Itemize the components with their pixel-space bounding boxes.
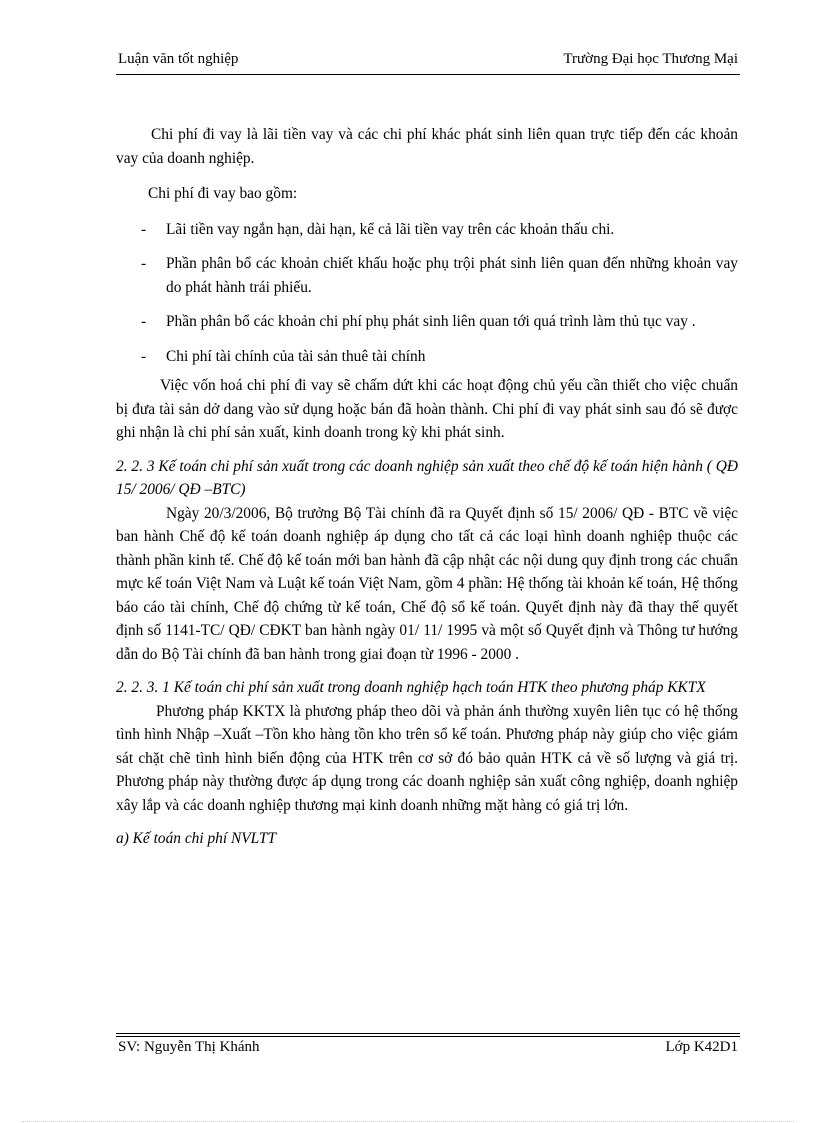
subsection-heading-nvltt: a) Kế toán chi phí NVLTT [116,830,277,847]
list-item-text: Chi phí tài chính của tài sản thuê tài chính [166,347,426,365]
header-thesis-title: Luận văn tốt nghiệp [118,51,239,67]
footer-rule-bottom [116,1036,740,1037]
list-item [116,345,738,369]
section-heading-2-2-3-1: 2. 2. 3. 1 Kế toán chi phí sản xuất trong doanh nghiệp hạch toán HTK theo phương pháp KKTX [116,679,706,696]
paragraph-borrowing-cost-definition: Chi phí đi vay là lãi tiền vay và các chi phí khác phát sinh liên quan trực tiếp đến các khoản vay của doanh nghiệp. [116,126,738,167]
bullet-dash: - [141,313,147,330]
list-item [116,310,738,334]
list-item-text: Phần phân bổ các khoản chiết khấu hoặc phụ trội phát sinh liên quan đến những khoản vay do phát hành trái phiếu. [166,255,738,296]
footer-rule-top [116,1033,740,1034]
paragraph-kktx-method: Phương pháp KKTX là phương pháp theo dõi và phản ánh thường xuyên liên tục có hệ thống tình hình Nhập –Xuất –Tồn kho hàng tồn kho trên sổ kế toán. Phương pháp này giúp cho việc giám sát chặt chẽ tình hình biến động của HTK trên cơ sở đó bảo quản HTK cả về số lượng và giá trị. Phương pháp này thường được áp dụng trong các doanh nghiệp sản xuất công nghiệp, doanh nghiệp xây lắp và các doanh nghiệp thương mại kinh doanh những mặt hàng có giá trị lớn. [116,702,738,814]
paragraph-capitalization-end: Việc vốn hoá chi phí đi vay sẽ chấm dứt khi các hoạt động chủ yếu cần thiết cho việc chuẩn bị đưa tài sản dở dang vào sử dụng hoặc bán đã hoàn thành. Chi phí đi vay phát sinh sau đó sẽ được ghi nhận là chi phí sản xuất, kinh doanh trong kỳ khi phát sinh. [116,377,738,441]
list-item-text: Phần phân bổ các khoản chi phí phụ phát sinh liên quan tới quá trình làm thủ tục vay . [166,313,696,330]
list-item-text: Lãi tiền vay ngắn hạn, dài hạn, kể cả lãi tiền vay trên các khoản thấu chi. [166,220,615,238]
document-body [116,123,738,851]
page-edge-dotted-line [22,1121,794,1122]
header-rule [116,74,740,75]
section-heading-2-2-3: 2. 2. 3 Kế toán chi phí sản xuất trong các doanh nghiệp sản xuất theo chế độ kế toán hiện hành ( QĐ 15/ 2006/ QĐ –BTC) [116,457,738,498]
bullet-dash: - [141,255,147,272]
bullet-list [116,218,738,369]
bullet-dash: - [141,220,147,238]
bullet-dash: - [141,347,147,365]
page-header [116,47,740,73]
footer-class-code: Lớp K42D1 [665,1039,738,1055]
list-item [116,252,738,299]
footer-student-name: SV: Nguyễn Thị Khánh [118,1039,260,1055]
paragraph-decision-15: Ngày 20/3/2006, Bộ trưởng Bộ Tài chính đã ra Quyết định số 15/ 2006/ QĐ - BTC về việc ban hành Chế độ kế toán doanh nghiệp áp dụng cho tất cả các loại hình doanh nghiệp thuộc các thành phần kinh tế. Chế độ kế toán mới ban hành đã cập nhật các nội dung quy định trong các chuẩn mực kế toán Việt Nam và Luật kế toán Việt Nam, gồm 4 phần: Hệ thống tài khoản kế toán, Hệ thống báo cáo tài chính, Chế độ chứng từ kế toán, Chế độ sổ kế toán. Quyết định này đã thay thế quyết định số 1141-TC/ QĐ/ CĐKT ban hành ngày 01/ 11/ 1995 và một số Quyết định và Thông tư hướng dẫn do Bộ Tài chính đã ban hành trong giai đoạn từ 1996 - 2000 . [116,504,738,663]
paragraph-borrowing-cost-includes: Chi phí đi vay bao gồm: [148,185,298,202]
list-item [116,218,738,242]
header-university: Trường Đại học Thương Mại [563,51,738,67]
